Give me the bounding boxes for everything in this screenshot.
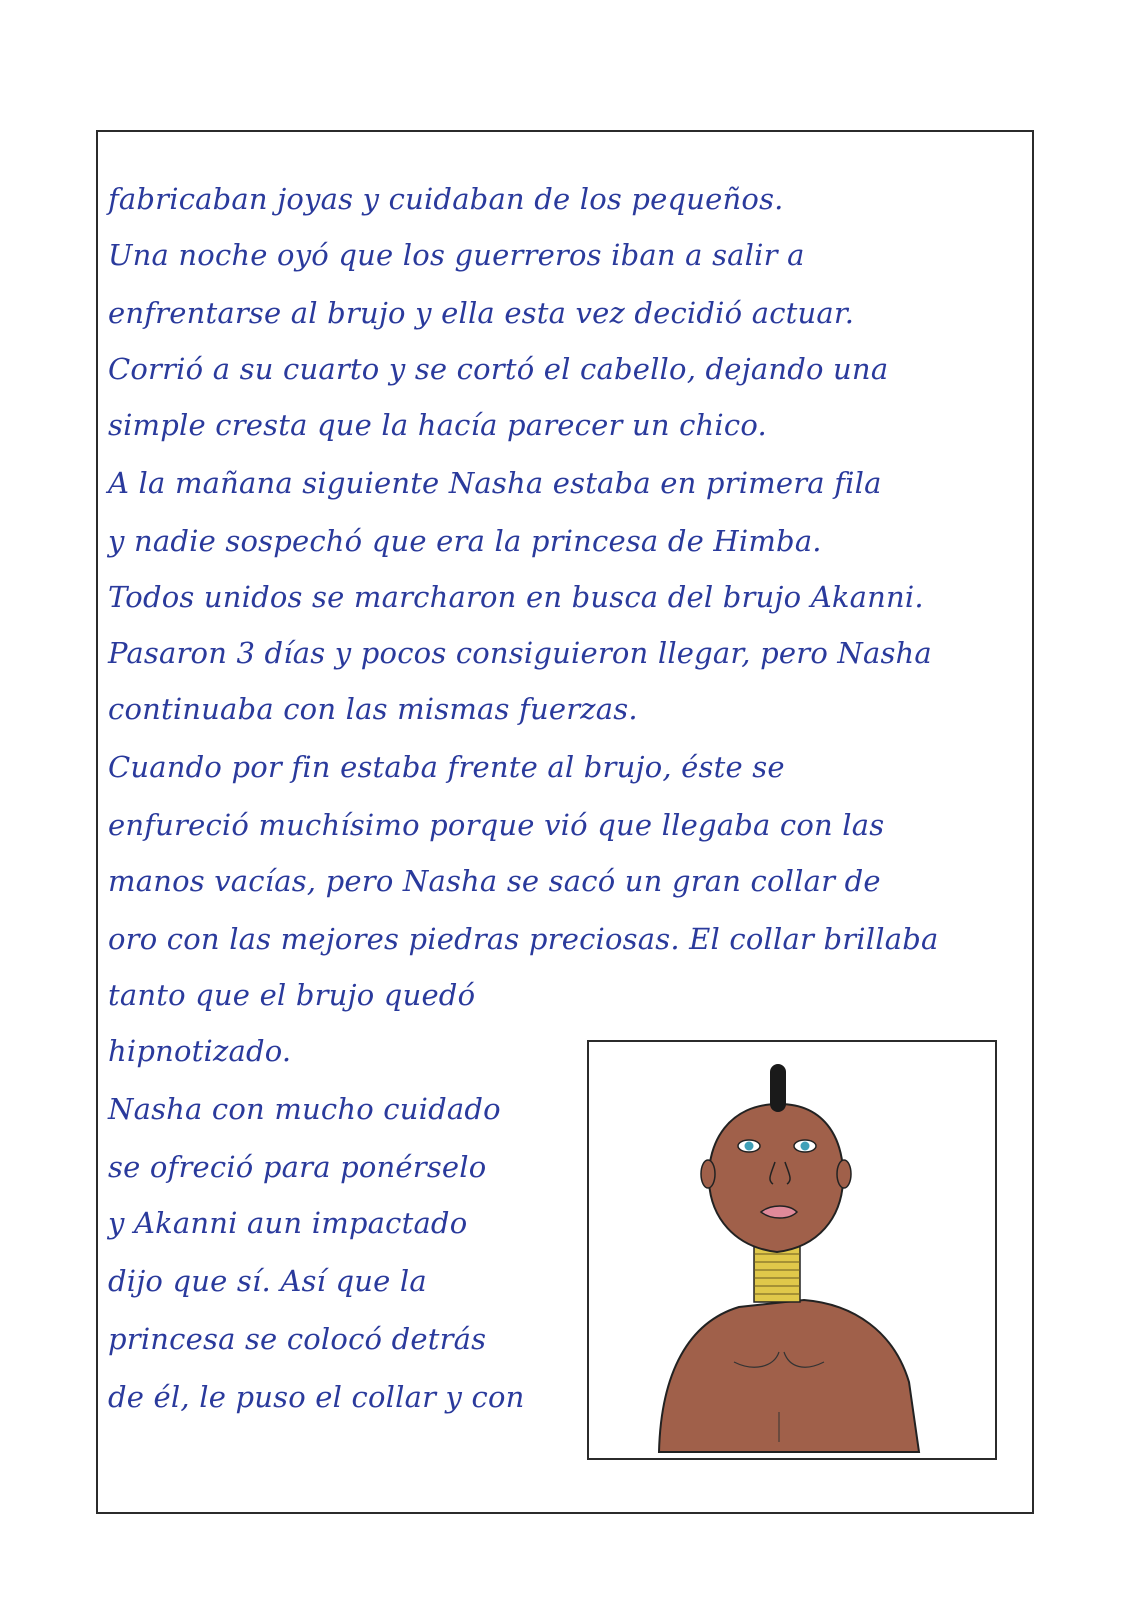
- story-line: princesa se colocó detrás: [108, 1322, 487, 1356]
- story-line: enfrentarse al brujo y ella esta vez decidió actuar.: [108, 296, 855, 330]
- story-line: Corrió a su cuarto y se cortó el cabello, dejando una: [108, 352, 889, 386]
- story-line: y Akanni aun impactado: [108, 1206, 468, 1240]
- hair-crest: [770, 1064, 786, 1112]
- story-line: Pasaron 3 días y pocos consiguieron llegar, pero Nasha: [108, 636, 932, 670]
- story-line: Cuando por fin estaba frente al brujo, éste se: [108, 750, 785, 784]
- head-shape: [709, 1104, 843, 1252]
- story-line: y nadie sospechó que era la princesa de Himba.: [108, 524, 822, 558]
- story-line: simple cresta que la hacía parecer un chico.: [108, 408, 767, 442]
- story-line: hipnotizado.: [108, 1034, 292, 1068]
- story-line: oro con las mejores piedras preciosas. El collar brillaba: [108, 922, 939, 956]
- story-line: tanto que el brujo quedó: [108, 978, 476, 1012]
- story-line: de él, le puso el collar y con: [108, 1380, 525, 1414]
- story-line: Nasha con mucho cuidado: [108, 1092, 501, 1126]
- story-line: dijo que sí. Así que la: [108, 1264, 427, 1298]
- story-line: enfureció muchísimo porque vió que llegaba con las: [108, 808, 885, 842]
- story-line: A la mañana siguiente Nasha estaba en primera fila: [108, 466, 882, 500]
- story-line: Una noche oyó que los guerreros iban a salir a: [108, 238, 805, 272]
- story-line: fabricaban joyas y cuidaban de los pequeños.: [108, 182, 784, 216]
- story-line: continuaba con las mismas fuerzas.: [108, 692, 638, 726]
- story-line: manos vacías, pero Nasha se sacó un gran collar de: [108, 864, 881, 898]
- torso-shape: [659, 1300, 919, 1452]
- illustration-frame: [587, 1040, 997, 1460]
- illustration-figure: [589, 1042, 999, 1462]
- story-line: se ofreció para ponérselo: [108, 1150, 487, 1184]
- story-line: Todos unidos se marcharon en busca del brujo Akanni.: [108, 580, 924, 614]
